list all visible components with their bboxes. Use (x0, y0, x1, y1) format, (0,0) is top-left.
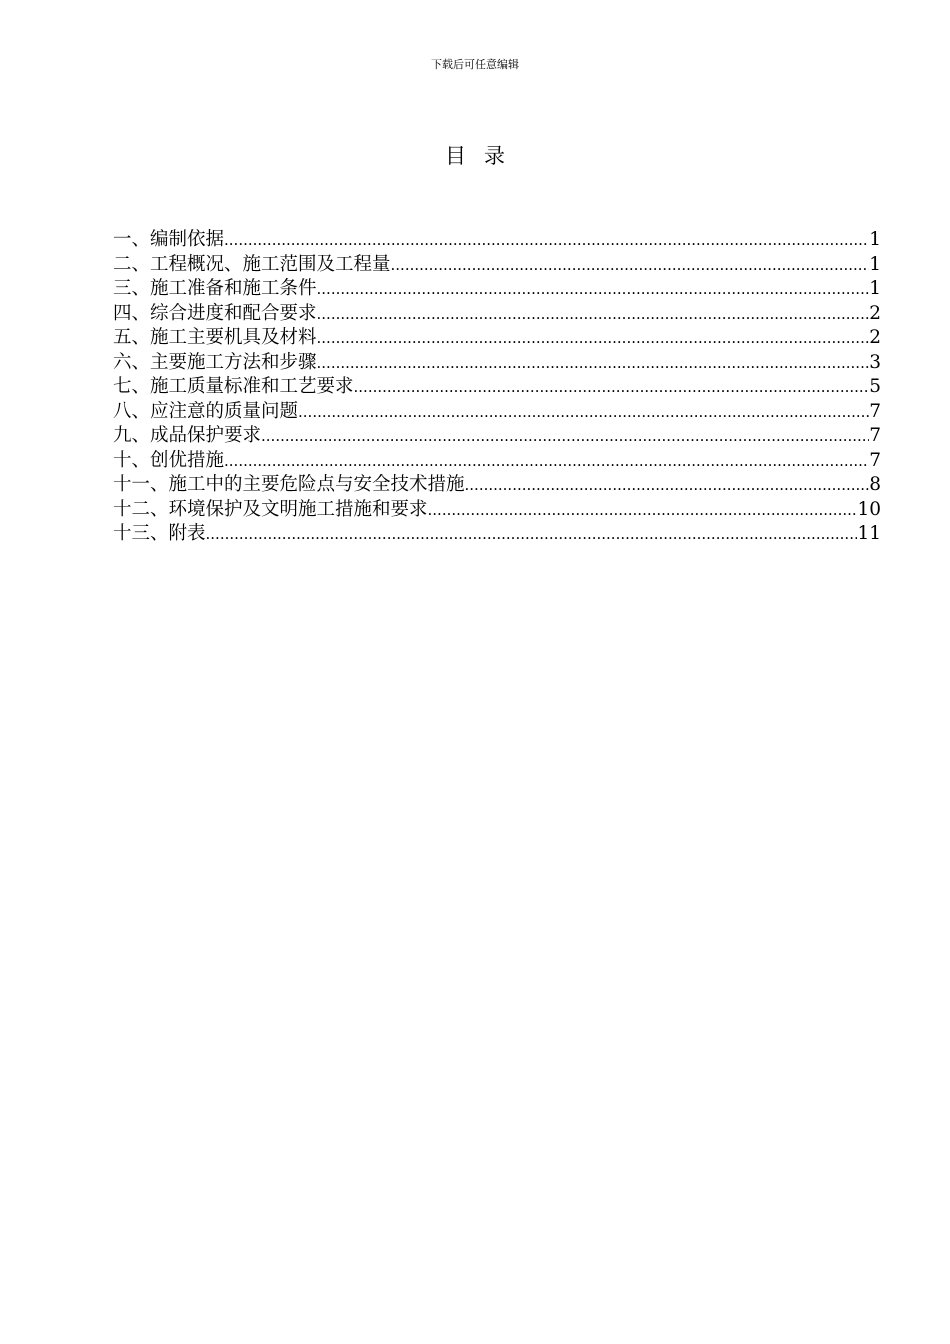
toc-entry-page: 5 (869, 376, 881, 397)
toc-leader-dots (224, 228, 869, 252)
toc-entry[interactable] (113, 522, 881, 547)
toc-leader-dots (224, 449, 869, 473)
toc-entry[interactable] (113, 228, 881, 253)
toc-entry-label: 十二、环境保护及文明施工措施和要求 (113, 498, 428, 520)
toc-entry[interactable] (113, 400, 881, 425)
toc-entry-page: 1 (869, 229, 881, 250)
toc-entry-page: 8 (869, 474, 881, 495)
toc-entry-label: 四、综合进度和配合要求 (113, 302, 317, 324)
toc-entry[interactable] (113, 326, 881, 351)
toc-entry-label: 十一、施工中的主要危险点与安全技术措施 (113, 474, 465, 495)
toc-entry-label: 三、施工准备和施工条件 (113, 278, 317, 299)
toc-leader-dots (206, 522, 858, 546)
toc-entry[interactable] (113, 253, 881, 278)
toc-entry-label: 八、应注意的质量问题 (113, 400, 299, 422)
toc-entry[interactable] (113, 351, 881, 376)
toc-entry-page: 7 (869, 425, 881, 446)
toc-title: 目录 (445, 144, 523, 168)
toc-entry-page: 1 (869, 253, 881, 275)
toc-leader-dots (354, 375, 870, 399)
toc-entry[interactable] (113, 498, 881, 523)
toc-leader-dots (391, 253, 870, 277)
toc-leader-dots (317, 277, 870, 301)
toc-entry-page: 1 (869, 278, 881, 299)
toc-entry-page: 3 (869, 351, 881, 373)
toc-list (113, 228, 881, 547)
toc-entry-label: 五、施工主要机具及材料 (113, 327, 317, 348)
toc-entry[interactable] (113, 424, 881, 449)
toc-entry-label: 九、成品保护要求 (113, 425, 262, 446)
toc-entry[interactable] (113, 302, 881, 327)
toc-entry[interactable] (113, 449, 881, 474)
toc-entry-page: 10 (857, 498, 881, 520)
toc-entry-label: 十三、附表 (113, 523, 206, 544)
toc-entry-label: 一、编制依据 (113, 229, 225, 250)
toc-entry[interactable] (113, 473, 881, 498)
toc-leader-dots (298, 400, 869, 424)
toc-leader-dots (317, 302, 870, 326)
toc-entry[interactable] (113, 375, 881, 400)
toc-entry-page: 2 (869, 327, 881, 348)
toc-entry-page: 7 (869, 449, 881, 471)
toc-entry-label: 十、创优措施 (113, 449, 225, 471)
toc-entry-label: 七、施工质量标准和工艺要求 (113, 376, 354, 397)
toc-leader-dots (465, 473, 870, 497)
toc-leader-dots (317, 351, 870, 375)
page-header-note: 下载后可任意编辑 (431, 58, 519, 71)
toc-entry-page: 7 (869, 400, 881, 422)
toc-entry-page: 11 (857, 523, 881, 544)
toc-entry-page: 2 (869, 302, 881, 324)
toc-entry-label: 六、主要施工方法和步骤 (113, 351, 317, 373)
toc-leader-dots (317, 326, 870, 350)
toc-leader-dots (261, 424, 869, 448)
toc-entry-label: 二、工程概况、施工范围及工程量 (113, 253, 391, 275)
toc-entry[interactable] (113, 277, 881, 302)
toc-leader-dots (428, 498, 858, 522)
